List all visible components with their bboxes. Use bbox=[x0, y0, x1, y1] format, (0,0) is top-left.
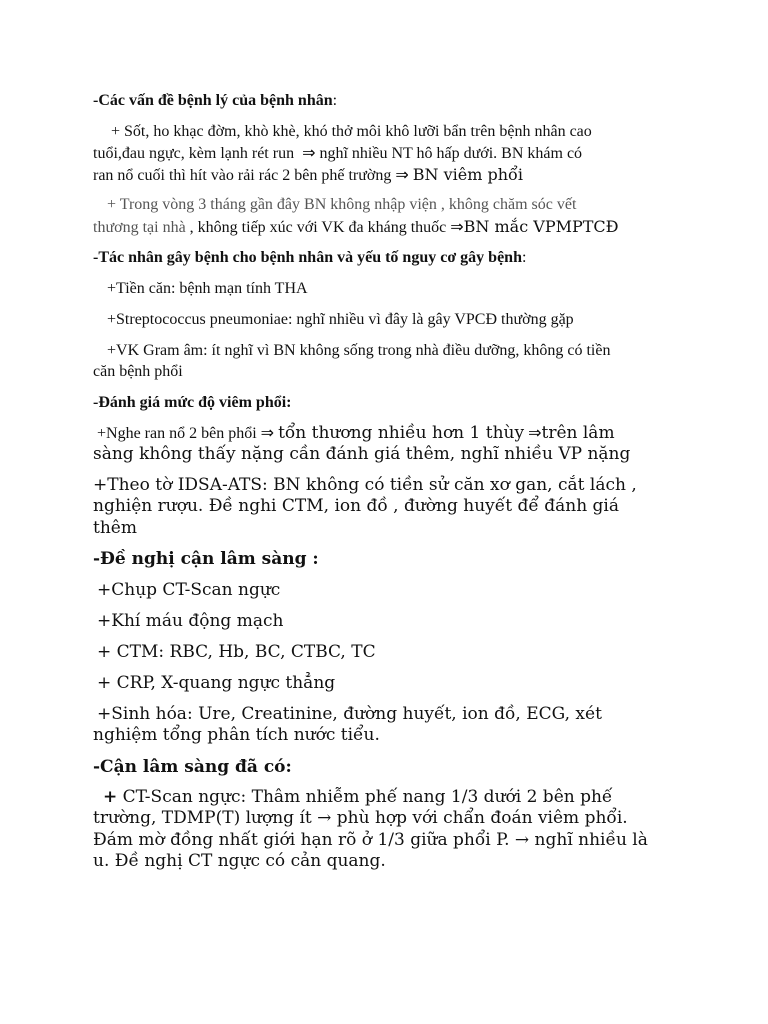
implies-arrow-icon: ⇒ bbox=[528, 423, 542, 442]
paragraph-line: +Nghe ran nổ 2 bên phổi ⇒ tổn thương nhiều hơn 1 thùy ⇒trên lâm bbox=[97, 423, 615, 443]
list-item: +Chụp CT-Scan ngực bbox=[97, 580, 281, 600]
heading-text: -Các vấn đề bệnh lý của bệnh nhân bbox=[93, 92, 333, 109]
section-heading-benh-ly bbox=[93, 91, 337, 111]
list-item: +VK Gram âm: ít nghĩ vì BN không sống trong nhà điều dưỡng, không có tiền bbox=[107, 342, 611, 359]
paragraph-line: thương tại nhà , không tiếp xúc với VK đa kháng thuốc ⇒BN mắc VPMPTCĐ bbox=[93, 217, 619, 236]
heading-colon: : bbox=[521, 249, 527, 266]
section-heading-de-nghi: -Đề nghị cận lâm sàng : bbox=[93, 549, 319, 569]
list-item-continuation: căn bệnh phổi bbox=[93, 363, 183, 380]
list-item: +Khí máu động mạch bbox=[97, 611, 284, 631]
paragraph-line: + CT-Scan ngực: Thâm nhiễm phế nang 1/3 dưới 2 bên phế bbox=[103, 787, 613, 807]
section-heading-tac-nhan bbox=[93, 248, 526, 268]
paragraph-line: Đám mờ đồng nhất giới hạn rõ ở 1/3 giữa phổi P. → nghĩ nhiều là bbox=[93, 830, 648, 850]
paragraph-line: + Trong vòng 3 tháng gần đây BN không nhập viện , không chăm sóc vết bbox=[107, 196, 577, 213]
heading-text: -Tác nhân gây bệnh cho bệnh nhân và yếu tố nguy cơ gây bệnh bbox=[93, 249, 522, 266]
list-item: + CTM: RBC, Hb, BC, CTBC, TC bbox=[97, 642, 376, 662]
paragraph-line: trường, TDMP(T) lượng ít → phù hợp với chẩn đoán viêm phổi. bbox=[93, 808, 628, 828]
paragraph-line: u. Đề nghị CT ngực có cản quang. bbox=[93, 851, 386, 871]
list-item: +Streptococcus pneumoniae: nghĩ nhiều vì đây là gây VPCĐ thường gặp bbox=[107, 311, 574, 328]
implies-arrow-icon: ⇒ bbox=[302, 143, 316, 162]
implies-arrow-icon: ⇒ bbox=[450, 217, 464, 236]
heading-colon: : bbox=[332, 92, 338, 109]
implies-arrow-icon: ⇒ bbox=[395, 165, 409, 184]
list-item: +Tiền căn: bệnh mạn tính THA bbox=[107, 280, 308, 297]
section-heading-da-co: -Cận lâm sàng đã có: bbox=[93, 757, 292, 777]
paragraph-line: +Theo tờ IDSA-ATS: BN không có tiền sử căn xơ gan, cắt lách , bbox=[93, 475, 637, 495]
paragraph-line: sàng không thấy nặng cần đánh giá thêm, nghĩ nhiều VP nặng bbox=[93, 444, 631, 464]
list-item: + CRP, X-quang ngực thẳng bbox=[97, 673, 336, 693]
paragraph-line: ran nổ cuối thì hít vào rải rác 2 bên phế trường ⇒ BN viêm phổi bbox=[93, 165, 523, 184]
paragraph-line: tuổi,đau ngực, kèm lạnh rét run ⇒ nghĩ nhiều NT hô hấp dưới. BN khám có bbox=[93, 143, 583, 162]
paragraph-line: thêm bbox=[93, 518, 137, 538]
paragraph-line: nghiện rượu. Đề nghi CTM, ion đồ , đường huyết để đánh giá bbox=[93, 496, 619, 516]
section-heading-muc-do: -Đánh giá mức độ viêm phổi: bbox=[93, 394, 292, 411]
list-item-continuation: nghiệm tổng phân tích nước tiểu. bbox=[93, 725, 380, 745]
list-item: +Sinh hóa: Ure, Creatinine, đường huyết, ion đồ, ECG, xét bbox=[97, 704, 602, 724]
implies-arrow-icon: ⇒ bbox=[260, 423, 275, 442]
paragraph-line: + Sốt, ho khạc đờm, khò khè, khó thở môi khô lưỡi bẩn trên bệnh nhân cao bbox=[111, 123, 592, 140]
